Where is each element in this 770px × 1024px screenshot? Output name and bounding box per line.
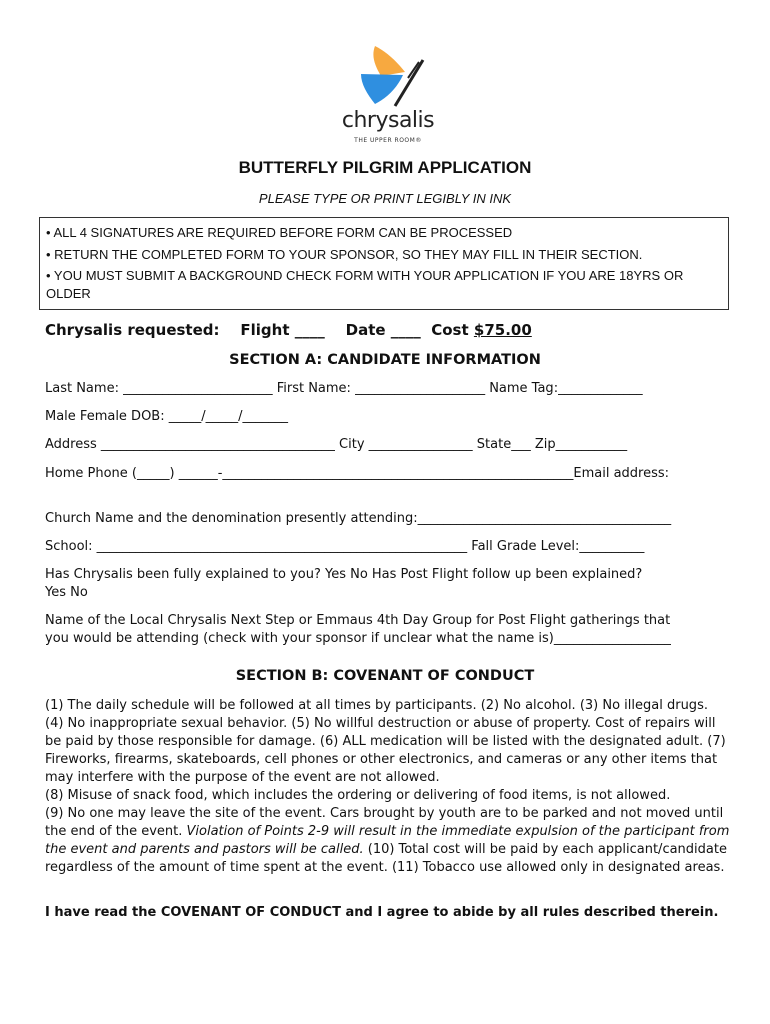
- agreement-statement: I have read the COVENANT OF CONDUCT and I agree to abide by all rules described therein.: [45, 905, 719, 920]
- requested-date[interactable]: Date ____: [345, 321, 421, 339]
- notice-box: [39, 217, 729, 310]
- logo-wordmark: chrysalis: [341, 108, 435, 133]
- requested-flight[interactable]: Flight ____: [240, 321, 325, 339]
- orange-wing: [373, 46, 405, 76]
- section-a-heading: SECTION A: CANDIDATE INFORMATION: [229, 352, 541, 368]
- phone-email-line[interactable]: Home Phone (_____) ______-______________________________________________________Email address:: [45, 466, 670, 481]
- explained-line[interactable]: Has Chrysalis been fully explained to you? Yes No Has Post Flight follow up been explained?: [45, 567, 643, 582]
- notice-return: • RETURN THE COMPLETED FORM TO YOUR SPONSOR, SO THEY MAY FILL IN THEIR SECTION.: [46, 247, 643, 262]
- chrysalis-requested-line: [45, 321, 532, 339]
- school-line[interactable]: School: _________________________________________________________ Fall Grade Level:__________: [45, 539, 645, 554]
- covenant-violation-italic: Violation of Points 2-9 will result in the immediate expulsion of the participant from the event and parents and pastors will be called.: [45, 824, 730, 857]
- covenant-paragraph-3: [45, 805, 730, 877]
- notice-background-check: • YOU MUST SUBMIT A BACKGROUND CHECK FORM WITH YOUR APPLICATION IF YOU ARE 18YRS OR OLDER: [46, 268, 684, 301]
- page-title: BUTTERFLY PILGRIM APPLICATION: [238, 158, 532, 177]
- covenant-text-3: (9) No one may leave the site of the event. Cars brought by youth are to be parked and not moved until the end of the event.: [45, 806, 724, 839]
- address-line[interactable]: Address ____________________________________ City ________________ State___ Zip___________: [45, 437, 628, 452]
- name-fields-line[interactable]: Last Name: _______________________ First Name: ____________________ Name Tag:_____________: [45, 381, 643, 396]
- notice-signatures: • ALL 4 SIGNATURES ARE REQUIRED BEFORE FORM CAN BE PROCESSED: [46, 225, 513, 240]
- chrysalis-logo: [333, 42, 443, 152]
- blue-wing: [361, 74, 403, 104]
- butterfly-wing-icon: [353, 42, 433, 108]
- covenant-text-3-end: (10) Total cost will be paid by each applicant/candidate regardless of the amount of time spent at the event. (11) Tobacco use allowed only in designated areas.: [45, 842, 727, 875]
- logo-subline: THE UPPER ROOM®: [354, 137, 422, 144]
- requested-lead: Chrysalis requested:: [45, 321, 220, 339]
- group-line: Name of the Local Chrysalis Next Step or Emmaus 4th Day Group for Post Flight gatherings that: [45, 613, 671, 628]
- gender-dob-line[interactable]: Male Female DOB: _____/_____/_______: [45, 409, 288, 424]
- group-line-2[interactable]: you would be attending (check with your sponsor if unclear what the name is)__________________: [45, 631, 671, 646]
- section-b-heading: SECTION B: COVENANT OF CONDUCT: [235, 668, 535, 684]
- covenant-paragraph-2: (8) Misuse of snack food, which includes the ordering or delivering of food items, is not allowed.: [45, 788, 671, 803]
- church-line[interactable]: Church Name and the denomination presently attending:_______________________________________: [45, 511, 672, 526]
- requested-cost-label: Cost: [431, 321, 469, 339]
- covenant-paragraph-1: (1) The daily schedule will be followed at all times by participants. (2) No alcohol. (3) No illegal drugs. (4) No inappropriate sexual behavior. (5) No willful destruction or abuse of property. Cost of repairs will be paid by those responsible for damage. (6) ALL medication will be listed with the designated adult. (7) Fireworks, firearms, skateboards, cell phones or other electronics, and cameras or any other items that may interfere with the purpose of the event are not allowed.: [45, 698, 726, 785]
- page-subtitle: PLEASE TYPE OR PRINT LEGIBLY IN INK: [258, 191, 512, 206]
- requested-cost-value: $75.00: [473, 321, 532, 339]
- explained-line-2[interactable]: Yes No: [45, 585, 88, 600]
